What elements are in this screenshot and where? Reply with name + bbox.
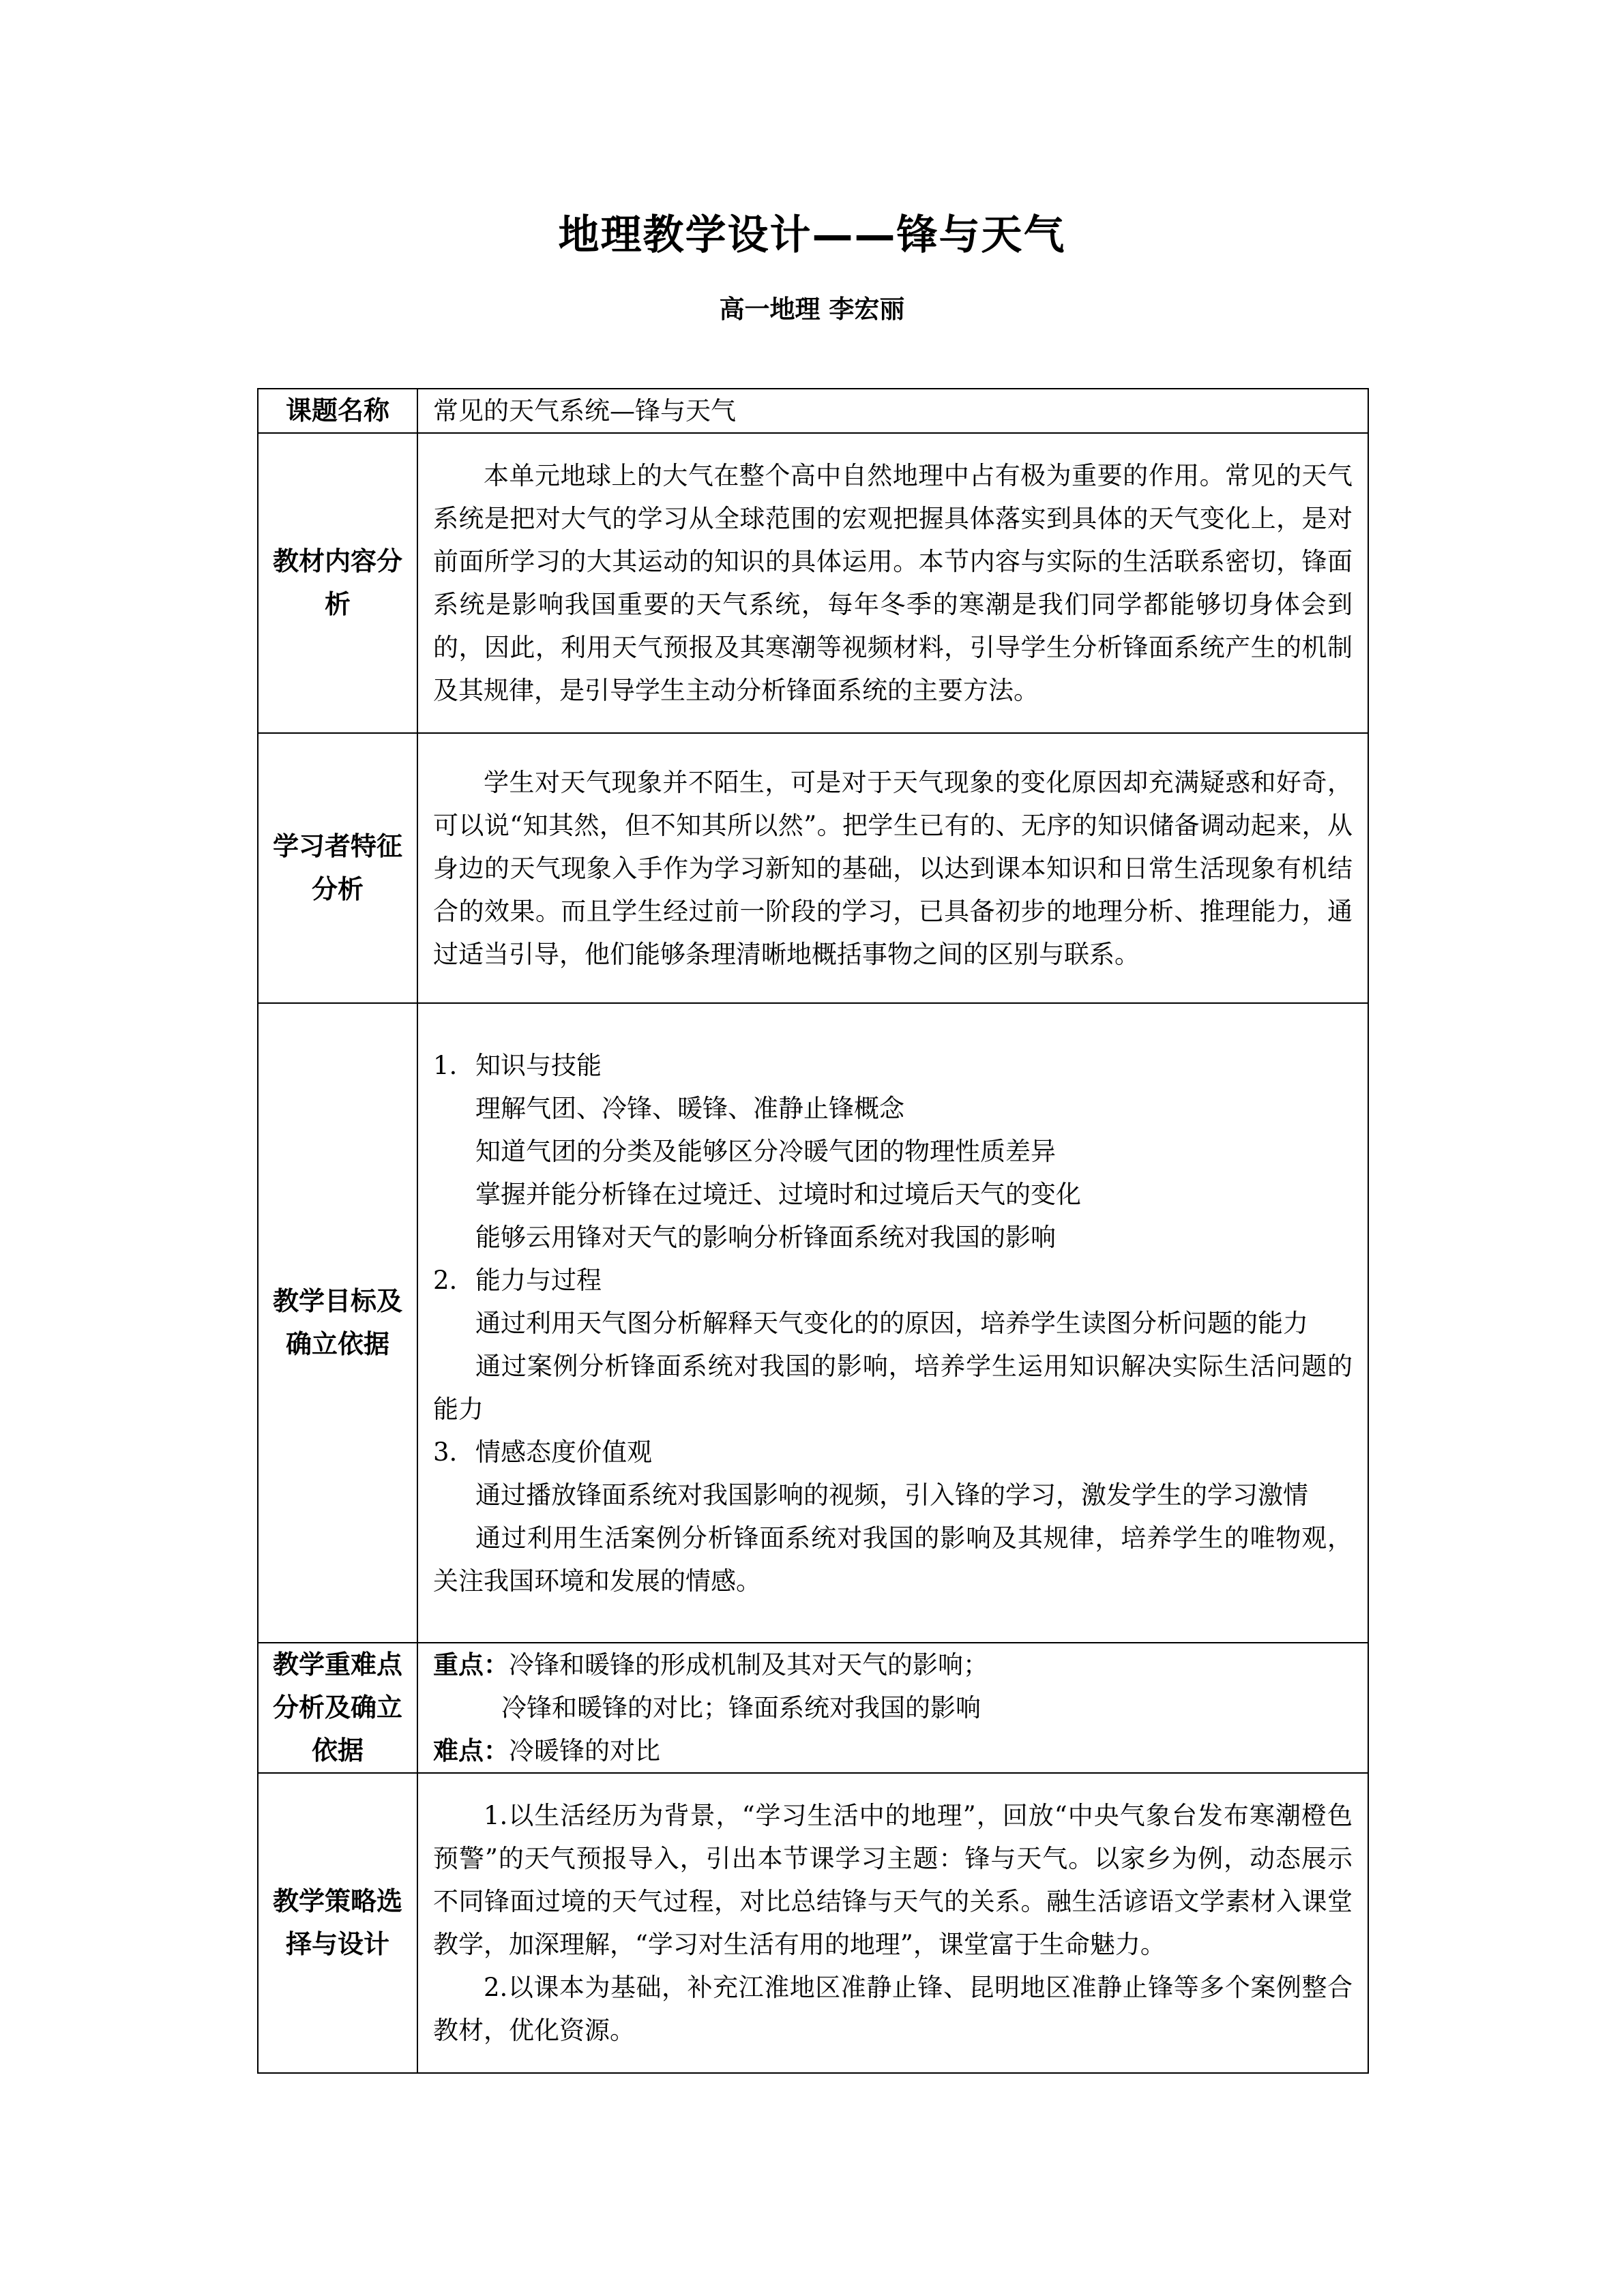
objective-item: 通过利用天气图分析解释天气变化的的原因，培养学生读图分析问题的能力 bbox=[475, 1308, 1308, 1338]
row-strategy bbox=[258, 1773, 1368, 2073]
section-number: 1. bbox=[433, 1050, 458, 1080]
row-material-label: 教材内容分析 bbox=[258, 433, 417, 733]
row-learner-label: 学习者特征分析 bbox=[258, 733, 417, 1003]
row-material-content bbox=[417, 433, 1368, 733]
row-material bbox=[258, 433, 1368, 733]
row-keypoints-label: 教学重难点分析及确立依据 bbox=[258, 1643, 417, 1773]
objective-item: 掌握并能分析锋在过境迁、过境时和过境后天气的变化 bbox=[475, 1179, 1081, 1209]
row-objectives-label: 教学目标及确立依据 bbox=[258, 1003, 417, 1643]
row-objectives-content bbox=[417, 1003, 1368, 1643]
row-topic-content bbox=[417, 389, 1368, 433]
row-strategy-label: 教学策略选择与设计 bbox=[258, 1773, 417, 2073]
document-author: 高一地理 李宏丽 bbox=[719, 295, 905, 324]
objective-item: 通过案例分析锋面系统对我国的影响，培养学生运用知识解决实际生活问题的能力 bbox=[433, 1351, 1353, 1424]
strategy-paragraph-1: 1.以生活经历为背景，“学习生活中的地理”，回放“中央气象台发布寒潮橙色预警”的天气预报导入，引出本节课学习主题：锋与天气。以家乡为例，动态展示不同锋面过境的天气过程，对比总结锋与天气的关系。融生活谚语文学素材入课堂教学，加深理解，“学习对生活有用的地理”，课堂富于生命魅力。 bbox=[433, 1801, 1353, 1959]
row-learner-content bbox=[417, 733, 1368, 1003]
objective-item: 能够云用锋对天气的影响分析锋面系统对我国的影响 bbox=[475, 1222, 1056, 1252]
strategy-paragraph-2: 2.以课本为基础，补充江淮地区准静止锋、昆明地区准静止锋等多个案例整合教材，优化资源。 bbox=[433, 1973, 1353, 2045]
objective-section-3 bbox=[433, 1431, 1353, 1474]
row-keypoints-content bbox=[417, 1643, 1368, 1773]
material-text: 本单元地球上的大气在整个高中自然地理中占有极为重要的作用。常见的天气系统是把对大气的学习从全球范围的宏观把握具体落实到具体的天气变化上，是对前面所学习的大其运动的知识的具体运用。本节内容与实际的生活联系密切，锋面系统是影响我国重要的天气系统，每年冬季的寒潮是我们同学都能够切身体会到的，因此，利用天气预报及其寒潮等视频材料，引导学生分析锋面系统产生的机制及其规律，是引导学生主动分析锋面系统的主要方法。 bbox=[433, 461, 1353, 705]
focus-text: 冷锋和暖锋的形成机制及其对天气的影响； bbox=[509, 1650, 988, 1680]
row-objectives bbox=[258, 1003, 1368, 1643]
topic-text: 常见的天气系统—锋与天气 bbox=[433, 396, 736, 426]
section-title: 情感态度价值观 bbox=[475, 1437, 652, 1467]
focus-label: 重点： bbox=[433, 1650, 509, 1680]
row-strategy-content bbox=[417, 1773, 1368, 2073]
objective-item: 理解气团、冷锋、暖锋、准静止锋概念 bbox=[475, 1093, 904, 1123]
row-topic bbox=[258, 389, 1368, 433]
difficulty-text: 冷暖锋的对比 bbox=[509, 1736, 660, 1765]
row-learner bbox=[258, 733, 1368, 1003]
focus-line bbox=[433, 1643, 1353, 1686]
difficulty-label: 难点： bbox=[433, 1736, 509, 1765]
section-title: 知识与技能 bbox=[475, 1050, 602, 1080]
section-number: 2. bbox=[433, 1265, 458, 1295]
objective-item: 知道气团的分类及能够区分冷暖气团的物理性质差异 bbox=[475, 1136, 1056, 1166]
lesson-plan-table bbox=[257, 388, 1369, 2074]
focus-text-continued: 冷锋和暖锋的对比；锋面系统对我国的影响 bbox=[501, 1693, 981, 1723]
objective-section-2 bbox=[433, 1259, 1353, 1302]
objective-item: 通过利用生活案例分析锋面系统对我国的影响及其规律，培养学生的唯物观，关注我国环境和发展的情感。 bbox=[433, 1523, 1353, 1596]
document-title: 地理教学设计——锋与天气 bbox=[558, 211, 1066, 259]
difficulty-line bbox=[433, 1729, 1353, 1772]
section-number: 3. bbox=[433, 1437, 458, 1467]
learner-text: 学生对天气现象并不陌生，可是对于天气现象的变化原因却充满疑惑和好奇，可以说“知其然，但不知其所以然”。把学生已有的、无序的知识储备调动起来，从身边的天气现象入手作为学习新知的基础，以达到课本知识和日常生活现象有机结合的效果。而且学生经过前一阶段的学习，已具备初步的地理分析、推理能力，通过适当引导，他们能够条理清晰地概括事物之间的区别与联系。 bbox=[433, 767, 1353, 969]
row-keypoints bbox=[258, 1643, 1368, 1773]
objective-item: 通过播放锋面系统对我国影响的视频，引入锋的学习，激发学生的学习激情 bbox=[475, 1480, 1308, 1510]
section-title: 能力与过程 bbox=[475, 1265, 602, 1295]
row-topic-label: 课题名称 bbox=[258, 389, 417, 433]
objective-section-1 bbox=[433, 1044, 1353, 1087]
